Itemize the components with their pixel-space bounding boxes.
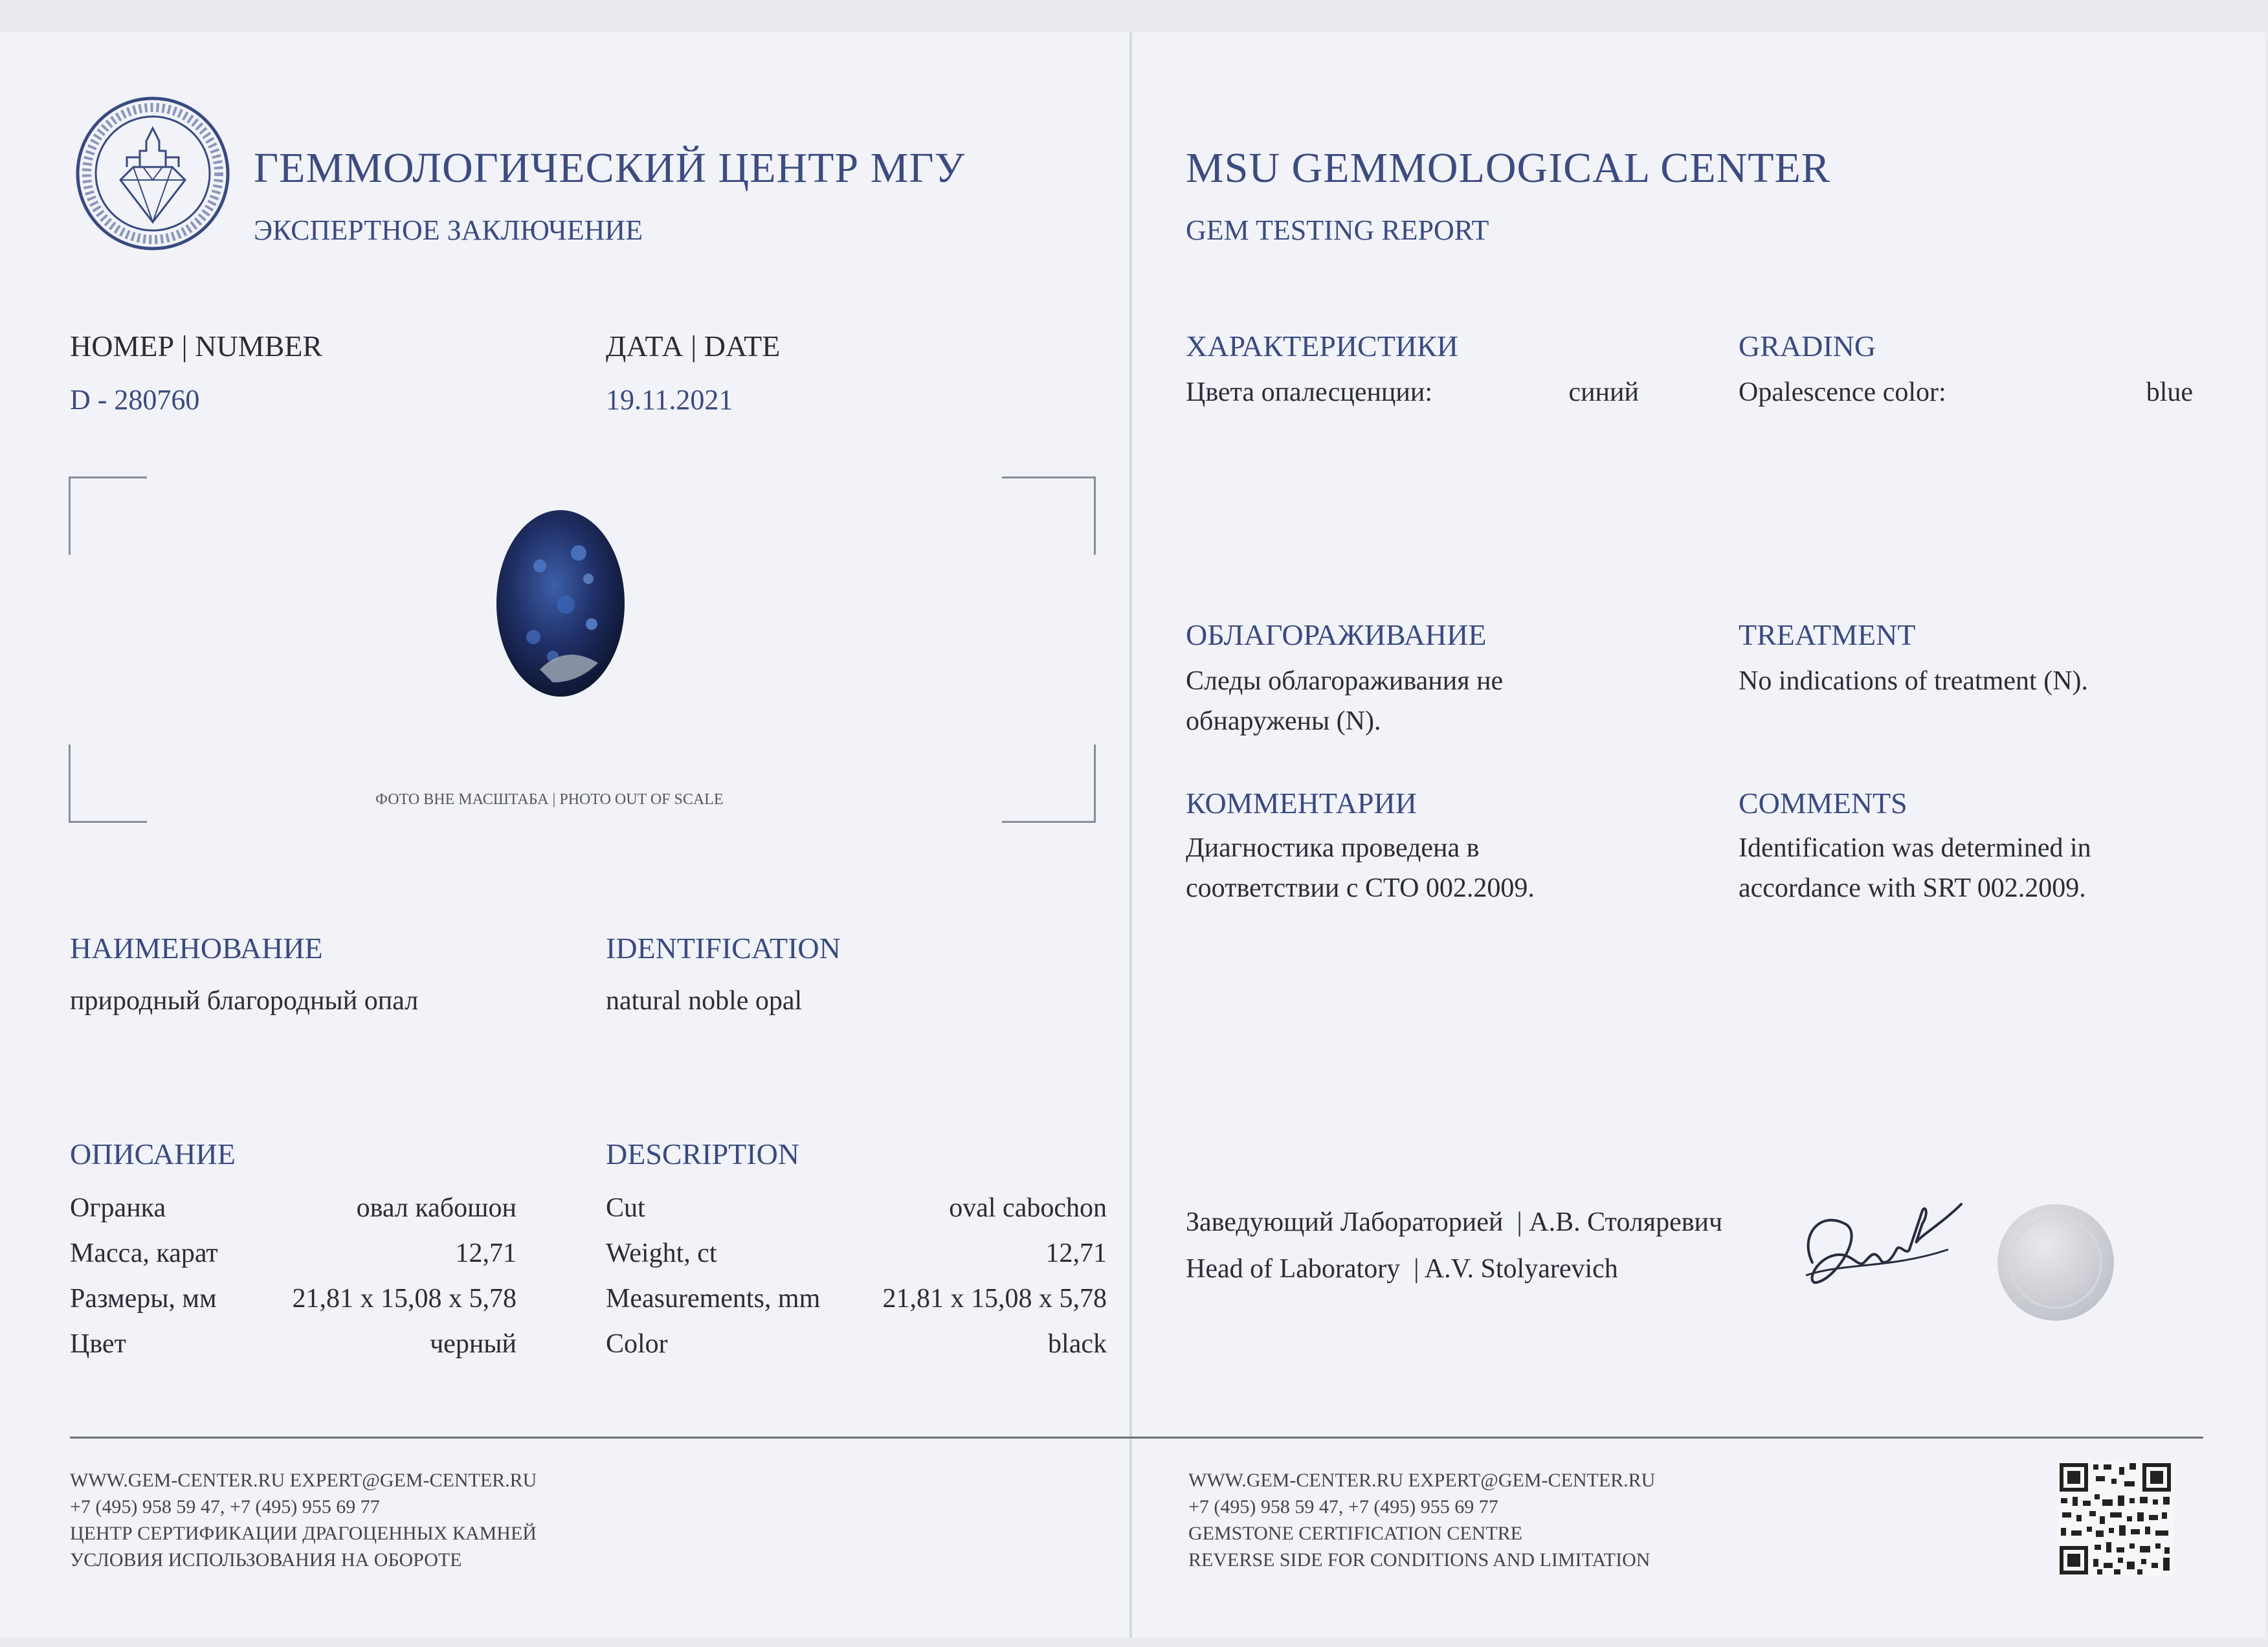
identification-value-ru: природный благородный опал bbox=[70, 986, 419, 1016]
qr-code[interactable] bbox=[2057, 1461, 2174, 1577]
identification-heading-en: IDENTIFICATION bbox=[606, 932, 841, 965]
description-value-en: black bbox=[1048, 1329, 1107, 1359]
description-label-ru: Огранка bbox=[70, 1193, 166, 1223]
grading-value-ru: синий bbox=[1568, 377, 1639, 407]
comments-text-en: Identification was determined in bbox=[1739, 833, 2091, 863]
footer-line: REVERSE SIDE FOR CONDITIONS AND LIMITATION bbox=[1188, 1549, 1651, 1571]
description-label-ru: Масса, карат bbox=[70, 1238, 218, 1268]
msu-logo-icon bbox=[75, 96, 230, 251]
grading-label-ru: Цвета опалесценции: bbox=[1186, 377, 1433, 407]
page-fold bbox=[1129, 32, 1132, 1638]
page-title-ru: ГЕММОЛОГИЧЕСКИЙ ЦЕНТР МГУ bbox=[254, 144, 966, 192]
treatment-text-ru: Следы облагораживания не bbox=[1186, 666, 1504, 696]
description-label-en: Color bbox=[606, 1329, 668, 1359]
treatment-heading-en: TREATMENT bbox=[1739, 618, 1916, 651]
description-value-ru: 12,71 bbox=[455, 1238, 517, 1268]
footer-line: GEMSTONE CERTIFICATION CENTRE bbox=[1188, 1523, 1522, 1544]
identification-heading-ru: НАИМЕНОВАНИЕ bbox=[70, 932, 323, 965]
comments-text-ru: соответствии с СТО 002.2009. bbox=[1186, 873, 1535, 903]
description-label-ru: Цвет bbox=[70, 1329, 126, 1359]
grading-value-en: blue bbox=[2146, 377, 2193, 407]
description-heading-en: DESCRIPTION bbox=[606, 1137, 800, 1171]
photo-frame-corner bbox=[69, 745, 147, 823]
description-value-en: oval cabochon bbox=[949, 1193, 1107, 1223]
footer-line: WWW.GEM-CENTER.RU EXPERT@GEM-CENTER.RU bbox=[70, 1470, 537, 1491]
embossed-seal bbox=[1996, 1203, 2115, 1322]
signatory-en: Head of Laboratory | A.V. Stolyarevich bbox=[1186, 1254, 1618, 1284]
description-value-en: 12,71 bbox=[1045, 1238, 1107, 1268]
photo-frame-corner bbox=[1002, 476, 1096, 555]
treatment-heading-ru: ОБЛАГОРАЖИВАНИЕ bbox=[1186, 618, 1487, 651]
footer-line: УСЛОВИЯ ИСПОЛЬЗОВАНИЯ НА ОБОРОТЕ bbox=[70, 1549, 462, 1571]
footer-line: +7 (495) 958 59 47, +7 (495) 955 69 77 bbox=[70, 1496, 380, 1518]
grading-label-en: Opalescence color: bbox=[1739, 377, 1946, 407]
photo-caption: ФОТО ВНЕ МАСШТАБА | PHOTO OUT OF SCALE bbox=[375, 791, 724, 808]
description-label-ru: Размеры, мм bbox=[70, 1284, 217, 1314]
description-label-en: Measurements, mm bbox=[606, 1284, 821, 1314]
report-subtitle-ru: ЭКСПЕРТНОЕ ЗАКЛЮЧЕНИЕ bbox=[254, 214, 643, 246]
description-label-en: Cut bbox=[606, 1193, 645, 1223]
grading-heading-en: GRADING bbox=[1739, 330, 1876, 363]
comments-heading-ru: КОММЕНТАРИИ bbox=[1186, 787, 1417, 820]
photo-frame-corner bbox=[1002, 745, 1096, 823]
footer-line: +7 (495) 958 59 47, +7 (495) 955 69 77 bbox=[1188, 1496, 1498, 1518]
report-subtitle-en: GEM TESTING REPORT bbox=[1186, 214, 1489, 246]
opal-photo bbox=[495, 508, 627, 699]
number-value: D - 280760 bbox=[70, 384, 200, 416]
identification-value-en: natural noble opal bbox=[606, 986, 803, 1016]
date-label: ДАТА | DATE bbox=[606, 330, 781, 363]
photo-frame-corner bbox=[69, 476, 147, 555]
description-value-en: 21,81 x 15,08 x 5,78 bbox=[882, 1284, 1107, 1314]
number-label: НОМЕР | NUMBER bbox=[70, 330, 323, 363]
description-heading-ru: ОПИСАНИЕ bbox=[70, 1137, 236, 1171]
description-value-ru: овал кабошон bbox=[356, 1193, 517, 1223]
footer-divider bbox=[70, 1437, 2203, 1439]
signatory-ru: Заведующий Лабораторией | А.В. Столяревич bbox=[1186, 1207, 1723, 1237]
comments-heading-en: COMMENTS bbox=[1739, 787, 1907, 820]
treatment-text-en: No indications of treatment (N). bbox=[1739, 666, 2089, 696]
comments-text-ru: Диагностика проведена в bbox=[1186, 833, 1480, 863]
footer-left bbox=[70, 1467, 537, 1573]
signature-mark bbox=[1793, 1185, 1974, 1295]
footer-right bbox=[1188, 1467, 1655, 1573]
comments-text-en: accordance with SRT 002.2009. bbox=[1739, 873, 2086, 903]
footer-line: WWW.GEM-CENTER.RU EXPERT@GEM-CENTER.RU bbox=[1188, 1470, 1656, 1491]
grading-heading-ru: ХАРАКТЕРИСТИКИ bbox=[1186, 330, 1458, 363]
description-value-ru: 21,81 x 15,08 x 5,78 bbox=[292, 1284, 517, 1314]
date-value: 19.11.2021 bbox=[606, 384, 733, 416]
footer-line: ЦЕНТР СЕРТИФИКАЦИИ ДРАГОЦЕННЫХ КАМНЕЙ bbox=[70, 1523, 537, 1544]
description-label-en: Weight, ct bbox=[606, 1238, 717, 1268]
page-title-en: MSU GEMMOLOGICAL CENTER bbox=[1186, 144, 1830, 192]
description-value-ru: черный bbox=[430, 1329, 517, 1359]
treatment-text-ru: обнаружены (N). bbox=[1186, 706, 1381, 736]
